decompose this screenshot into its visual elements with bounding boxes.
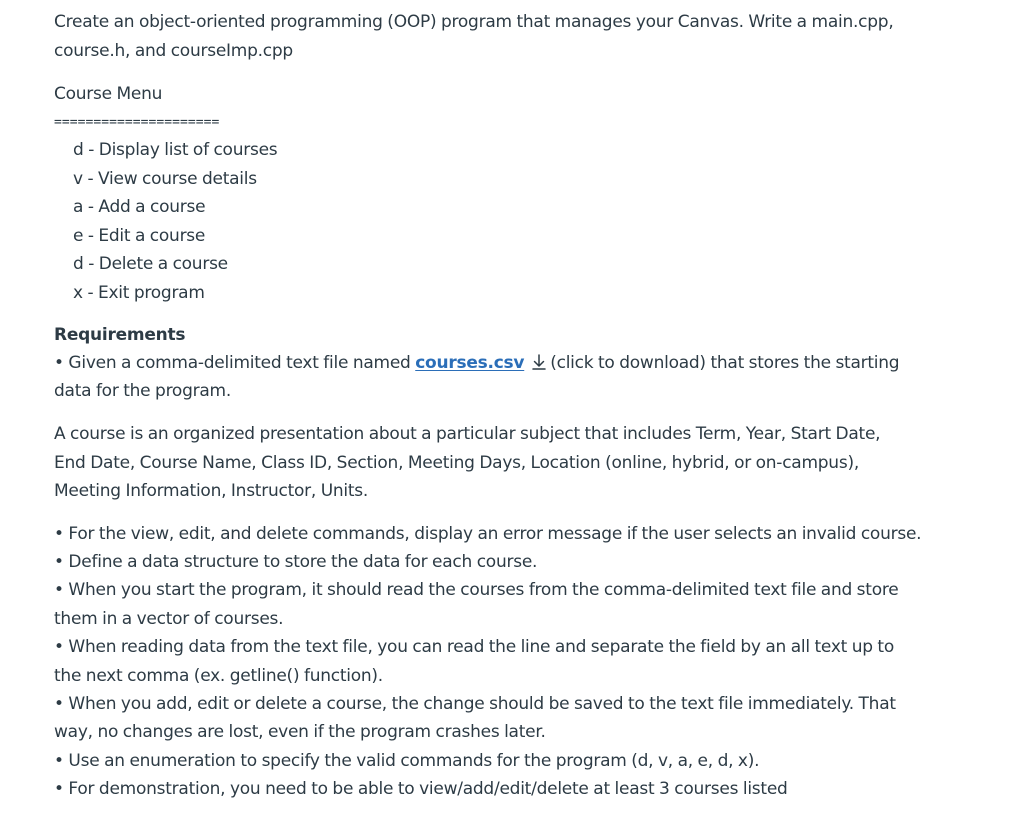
description-line: End Date, Course Name, Class ID, Section, Meeting Days, Location (online, hybrid, or on-campus), [54, 452, 859, 473]
bullet-mark: • [54, 352, 64, 373]
menu-list [54, 136, 954, 308]
requirement-bullet [54, 548, 954, 576]
menu-item: e - Edit a course [73, 225, 206, 246]
requirement-bullet [54, 520, 954, 548]
bullet-mark: • [54, 523, 64, 544]
requirements-heading: Requirements [54, 324, 186, 345]
bullet-mark: • [54, 637, 64, 658]
courses-csv-link[interactable]: courses.csv [415, 352, 525, 373]
bullet-mark: • [54, 552, 64, 572]
menu-item: d - Display list of courses [73, 140, 278, 160]
menu-separator: ===================== [54, 115, 220, 130]
requirement-bullet [54, 775, 954, 803]
intro-line: course.h, and courseImp.cpp [54, 41, 293, 61]
menu-item: a - Add a course [73, 197, 206, 218]
bullet-text: way, no changes are lost, even if the program crashes later. [54, 722, 546, 743]
description-line: Meeting Information, Instructor, Units. [54, 481, 369, 502]
requirement-bullet [54, 690, 954, 747]
intro-line: Create an object-oriented programming (OOP) program that manages your Canvas. Write a main.cpp, [54, 12, 894, 32]
bullet-text: For demonstration, you need to be able to view/add/edit/delete at least 3 courses listed [63, 779, 788, 800]
download-icon[interactable] [530, 352, 548, 370]
bullet-mark: • [54, 694, 64, 715]
bullet-text: the next comma (ex. getline() function). [54, 665, 383, 686]
requirement-bullet [54, 576, 954, 633]
course-description [54, 420, 954, 505]
menu-item: x - Exit program [73, 282, 205, 303]
bullet-text: For the view, edit, and delete commands, display an error message if the user selects an invalid course. [63, 523, 922, 544]
file-bullet [54, 349, 954, 406]
bullet-text: data for the program. [54, 380, 231, 401]
menu-item: v - View course details [73, 168, 257, 189]
bullet-mark: • [54, 750, 64, 771]
bullet-text: When you add, edit or delete a course, the change should be saved to the text file immediately. That [63, 694, 896, 715]
bullet-text: (click to download) that stores the starting [550, 352, 900, 373]
bullet-text: When you start the program, it should read the courses from the comma-delimited text file and store [63, 580, 899, 601]
description-line: A course is an organized presentation about a particular subject that includes Term, Year, Start Date, [54, 424, 881, 445]
assignment-content [54, 8, 954, 804]
menu-item: d - Delete a course [73, 254, 228, 275]
requirement-bullet [54, 747, 954, 775]
bullet-text: them in a vector of courses. [54, 608, 284, 629]
bullet-text: When reading data from the text file, you can read the line and separate the field by an all text up to [63, 637, 894, 658]
bullet-text: Use an enumeration to specify the valid commands for the program (d, v, a, e, d, x). [63, 750, 760, 771]
bullet-mark: • [54, 580, 64, 601]
bullet-text: Given a comma-delimited text file named [63, 352, 416, 373]
bullet-text: Define a data structure to store the data for each course. [63, 552, 538, 572]
intro-paragraph [54, 8, 954, 66]
requirement-bullet [54, 633, 954, 690]
menu-title: Course Menu [54, 84, 163, 104]
bullet-mark: • [54, 779, 64, 800]
requirements-list [54, 520, 954, 804]
